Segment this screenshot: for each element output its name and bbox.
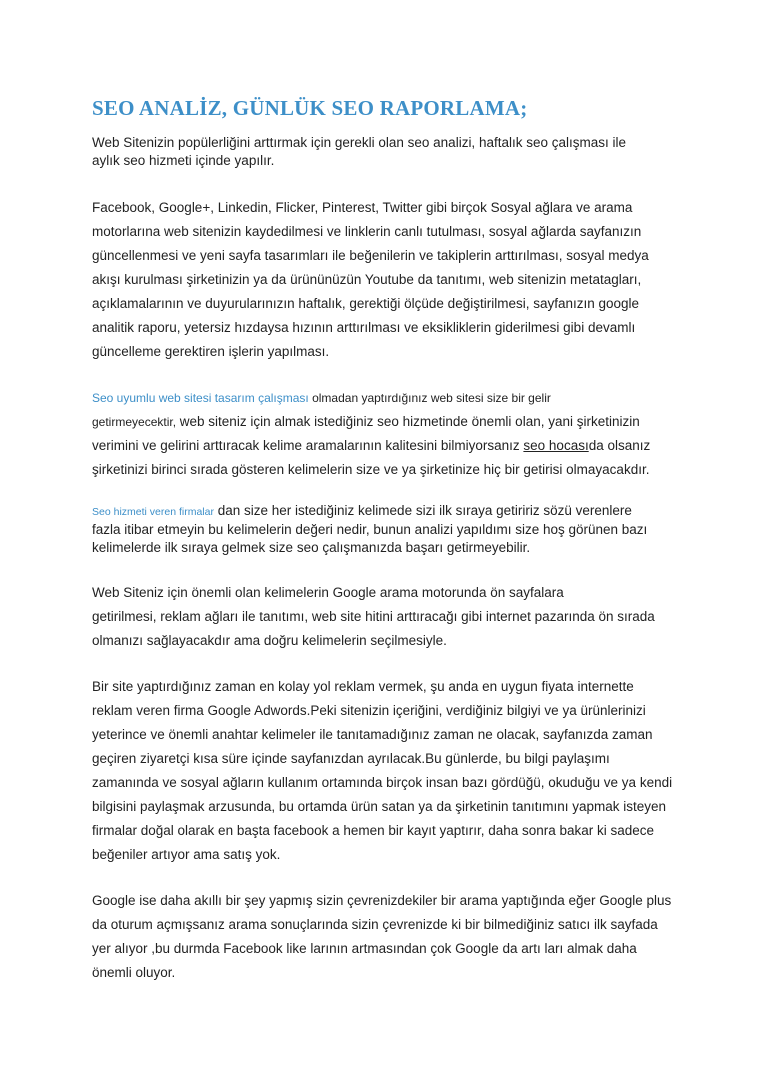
google-line: da oturum açmışsanız arama sonuçlarında sizin çevrenizde ki bir bilmediğiniz satıcı ilk sayfada [92, 917, 658, 932]
social-line: analitik raporu, yetersiz hızdaysa hızının arttırılması ve eksikliklerin giderilmesi gibi devamlı [92, 320, 636, 335]
seo-firms-link[interactable]: Seo hizmeti veren firmalar [92, 506, 214, 518]
intro-line: Web Sitenizin popülerliğini arttırmak için gerekli olan seo analizi, haftalık seo çalışması ile [92, 135, 627, 150]
keywords-line: Web Siteniz için önemli olan kelimelerin Google arama motorunda ön sayfalara [92, 585, 564, 600]
seo-design-paragraph [92, 386, 692, 482]
google-line: önemli oluyor. [92, 965, 176, 980]
keywords-line: olmanızı sağlayacakdır ama doğru kelimelerin seçilmesiyle. [92, 633, 447, 648]
seo-firms-line: fazla itibar etmeyin bu kelimelerin değeri nedir, bunun analizi yapıldımı size hoş görünen bazı [92, 522, 648, 537]
intro-paragraph [92, 134, 692, 170]
document-page [92, 96, 692, 985]
google-paragraph [92, 889, 692, 985]
adwords-line: geçiren ziyaretçi kısa süre içinde sayfanızdan ayrılacak.Bu günlerde, bu bilgi paylaşımı [92, 751, 610, 766]
seo-firms-line: Seo hizmeti veren firmalar dan size her istediğiniz kelimede sizi ilk sıraya getiririz sözü verenlere [92, 503, 632, 518]
social-paragraph [92, 196, 692, 364]
social-line: motorlarına web sitenizin kaydedilmesi ve linklerin canlı tutulması, sosyal ağlarda sayfanızın [92, 224, 642, 239]
social-line: Facebook, Google+, Linkedin, Flicker, Pinterest, Twitter gibi birçok Sosyal ağlara ve arama [92, 200, 633, 215]
adwords-line: bilgisini paylaşmak arzusunda, bu ortamda ürün satan ya da şirketinin tanıtımını yapmak isteyen [92, 799, 667, 814]
adwords-paragraph [92, 675, 692, 867]
seo-design-line: getirmeyecektir, web siteniz için almak istediğiniz seo hizmetinde önemli olan, yani şirketinizin [92, 414, 640, 429]
adwords-line: zamanında ve sosyal ağların kullanım ortamında birçok insan bazı gördüğü, okuduğu ve ya kendi [92, 775, 673, 790]
seo-hocasi-link[interactable]: seo hocası [523, 438, 589, 453]
seo-design-line: şirketinizi birinci sırada gösteren kelimelerin size ve ya şirketinize hiç bir getirisi olmayacakdır. [92, 462, 650, 477]
seo-firms-paragraph [92, 502, 692, 557]
seo-design-link[interactable]: Seo uyumlu web sitesi tasarım çalışması [92, 391, 309, 405]
page-title: SEO ANALİZ, GÜNLÜK SEO RAPORLAMA; [92, 96, 528, 120]
seo-firms-line: kelimelerde ilk sıraya gelmek size seo çalışmanızda başarı getirmeyebilir. [92, 540, 531, 555]
adwords-line: yeterince ve önemli anahtar kelimeler ile tanıtamadığınız zaman ne olacak, sayfanızda zaman [92, 727, 653, 742]
social-line: güncelleme gerektiren işlerin yapılması. [92, 344, 330, 359]
adwords-line: firmalar doğal olarak en başta facebook a hemen bir kayıt yaptırır, daha sonra bakar ki sadece [92, 823, 655, 838]
intro-line: aylık seo hizmeti içinde yapılır. [92, 153, 275, 168]
social-line: açıklamalarının ve duyurularınızın haftalık, gerektiği ölçüde değiştirilmesi, sayfanızın google [92, 296, 640, 311]
adwords-line: Bir site yaptırdığınız zaman en kolay yol reklam vermek, şu anda en uygun fiyata internette [92, 679, 634, 694]
google-line: yer alıyor ,bu durmda Facebook like larının artmasından çok Google da artı ları almak daha [92, 941, 637, 956]
google-line: Google ise daha akıllı bir şey yapmış sizin çevrenizdekiler bir arama yaptığında eğer Google plus [92, 893, 672, 908]
seo-design-line: Seo uyumlu web sitesi tasarım çalışması olmadan yaptırdığınız web sitesi size bir gelir [92, 391, 551, 405]
adwords-line: reklam veren firma Google Adwords.Peki sitenizin içeriğini, verdiğiniz bilgiyi ve ya ürünlerinizi [92, 703, 646, 718]
social-line: akışı kurulması şirketinizin ya da ürününüzün Youtube da tanıtımı, web sitenizin metatagları, [92, 272, 642, 287]
keywords-paragraph [92, 581, 692, 653]
keywords-line: getirilmesi, reklam ağları ile tanıtımı, web site hitini arttıracağı gibi internet pazarında ön sırada [92, 609, 655, 624]
seo-design-line: verimini ve gelirini arttıracak kelime aramalarının kalitesini bilmiyorsanız seo hocasıda olsanız [92, 438, 651, 453]
social-line: güncellenmesi ve yeni sayfa tasarımları ile beğenilerin ve takiplerin arttırılması, sosyal medya [92, 248, 649, 263]
adwords-line: beğeniler artıyor ama satış yok. [92, 847, 281, 862]
